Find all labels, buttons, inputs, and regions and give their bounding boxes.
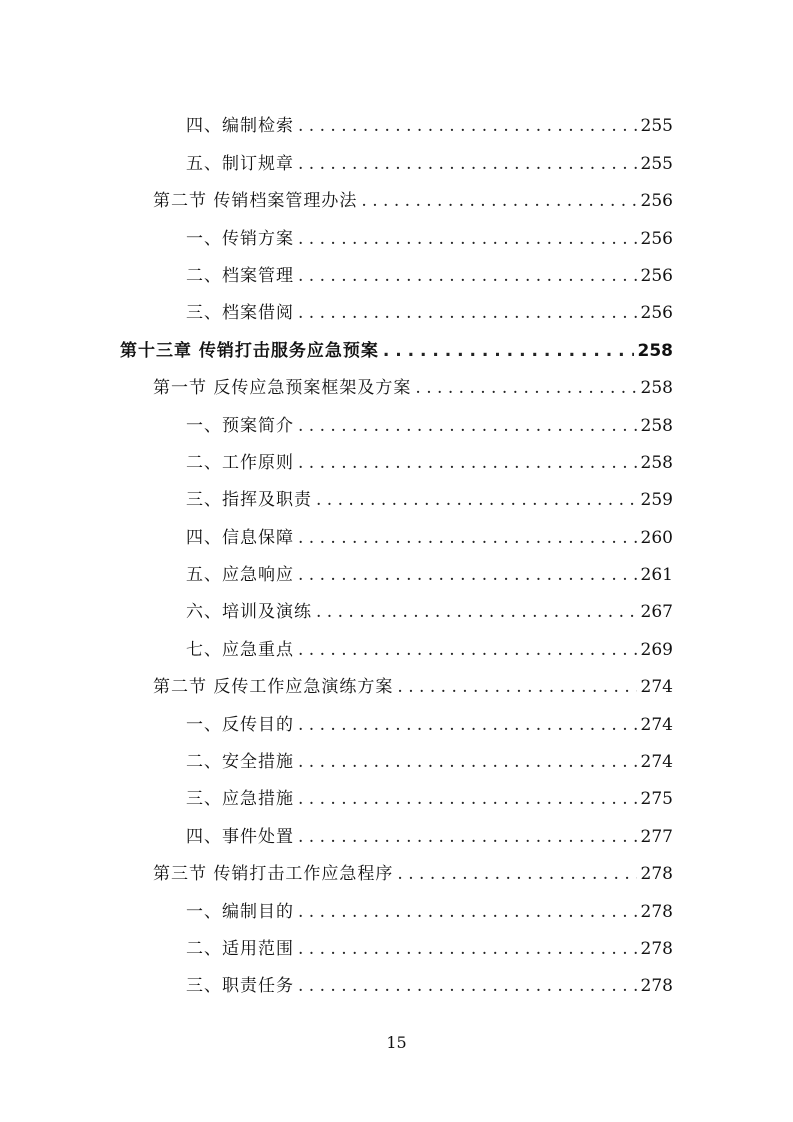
toc-entry-item[interactable] bbox=[120, 623, 673, 660]
toc-entry-title: 一、预案简介 bbox=[186, 415, 294, 436]
toc-leader-dots bbox=[294, 788, 637, 810]
toc-entry-page: 259 bbox=[640, 490, 673, 511]
toc-entry-item[interactable] bbox=[120, 549, 673, 586]
toc-entry-item[interactable] bbox=[120, 586, 673, 623]
toc-entry-page: 256 bbox=[640, 228, 673, 249]
toc-entry-page: 258 bbox=[640, 378, 673, 399]
toc-entry-item[interactable] bbox=[120, 923, 673, 960]
toc-leader-dots bbox=[312, 489, 637, 511]
toc-entry-title: 二、工作原则 bbox=[186, 452, 294, 473]
toc-leader-dots bbox=[294, 826, 637, 848]
toc-entry-page: 256 bbox=[640, 265, 673, 286]
toc-leader-dots bbox=[294, 564, 637, 586]
toc-entry-page: 274 bbox=[640, 752, 673, 773]
toc-entry-title: 四、信息保障 bbox=[186, 527, 294, 548]
toc-entry-item[interactable] bbox=[120, 736, 673, 773]
toc-entry-title: 七、应急重点 bbox=[186, 639, 294, 660]
toc-leader-dots bbox=[294, 938, 637, 960]
toc-leader-dots bbox=[294, 452, 637, 474]
toc-leader-dots bbox=[393, 676, 636, 698]
toc-entry-item[interactable] bbox=[120, 100, 673, 137]
toc-entry-page: 278 bbox=[640, 976, 673, 997]
toc-entry-title: 三、档案借阅 bbox=[186, 303, 294, 324]
toc-leader-dots bbox=[294, 527, 637, 549]
toc-entry-title: 五、制订规章 bbox=[186, 153, 294, 174]
toc-entry-title: 第二节 传销档案管理办法 bbox=[153, 191, 358, 212]
toc-entry-title: 三、指挥及职责 bbox=[186, 490, 312, 511]
toc-entry-page: 278 bbox=[640, 864, 673, 885]
toc-leader-dots bbox=[294, 228, 637, 250]
toc-entry-item[interactable] bbox=[120, 773, 673, 810]
toc-entry-title: 三、应急措施 bbox=[186, 789, 294, 810]
toc-leader-dots bbox=[294, 302, 637, 324]
toc-entry-title: 三、职责任务 bbox=[186, 976, 294, 997]
toc-entry-title: 第二节 反传工作应急演练方案 bbox=[153, 677, 394, 698]
toc-entry-item[interactable] bbox=[120, 437, 673, 474]
toc-entry-section[interactable] bbox=[120, 362, 673, 399]
toc-entry-page: 277 bbox=[640, 826, 673, 847]
toc-entry-title: 四、编制检索 bbox=[186, 116, 294, 137]
toc-entry-page: 255 bbox=[640, 153, 673, 174]
toc-leader-dots bbox=[357, 190, 636, 212]
toc-entry-item[interactable] bbox=[120, 885, 673, 922]
toc-leader-dots bbox=[312, 601, 637, 623]
toc-leader-dots bbox=[379, 340, 634, 362]
toc-entry-item[interactable] bbox=[120, 287, 673, 324]
toc-entry-section[interactable] bbox=[120, 848, 673, 885]
toc-entry-title: 六、培训及演练 bbox=[186, 602, 312, 623]
toc-entry-page: 278 bbox=[640, 901, 673, 922]
toc-leader-dots bbox=[294, 415, 637, 437]
toc-entry-title: 二、安全措施 bbox=[186, 752, 294, 773]
toc-leader-dots bbox=[294, 751, 637, 773]
toc-entry-title: 四、事件处置 bbox=[186, 826, 294, 847]
toc-entry-item[interactable] bbox=[120, 698, 673, 735]
toc-entry-item[interactable] bbox=[120, 960, 673, 997]
table-of-contents bbox=[120, 100, 673, 997]
toc-entry-page: 278 bbox=[640, 938, 673, 959]
toc-leader-dots bbox=[294, 975, 637, 997]
toc-entry-page: 258 bbox=[640, 452, 673, 473]
toc-entry-page: 256 bbox=[640, 303, 673, 324]
page-number: 15 bbox=[386, 1033, 407, 1052]
toc-entry-title: 第三节 传销打击工作应急程序 bbox=[153, 864, 394, 885]
toc-leader-dots bbox=[294, 714, 637, 736]
toc-entry-page: 261 bbox=[640, 565, 673, 586]
toc-entry-item[interactable] bbox=[120, 137, 673, 174]
toc-entry-page: 258 bbox=[640, 415, 673, 436]
toc-entry-section[interactable] bbox=[120, 661, 673, 698]
toc-entry-chapter[interactable] bbox=[120, 324, 673, 361]
toc-entry-item[interactable] bbox=[120, 474, 673, 511]
toc-entry-page: 267 bbox=[640, 602, 673, 623]
toc-entry-title: 一、反传目的 bbox=[186, 714, 294, 735]
toc-entry-item[interactable] bbox=[120, 399, 673, 436]
toc-entry-page: 274 bbox=[640, 677, 673, 698]
toc-entry-page: 256 bbox=[640, 191, 673, 212]
toc-entry-title: 一、编制目的 bbox=[186, 901, 294, 922]
toc-entry-item[interactable] bbox=[120, 810, 673, 847]
toc-entry-item[interactable] bbox=[120, 212, 673, 249]
toc-leader-dots bbox=[294, 639, 637, 661]
toc-entry-page: 260 bbox=[640, 527, 673, 548]
toc-entry-title: 一、传销方案 bbox=[186, 228, 294, 249]
toc-entry-title: 第十三章 传销打击服务应急预案 bbox=[120, 340, 379, 361]
toc-entry-page: 275 bbox=[640, 789, 673, 810]
toc-leader-dots bbox=[294, 115, 637, 137]
toc-entry-title: 五、应急响应 bbox=[186, 565, 294, 586]
toc-entry-item[interactable] bbox=[120, 511, 673, 548]
toc-leader-dots bbox=[393, 863, 636, 885]
toc-entry-page: 255 bbox=[640, 116, 673, 137]
toc-leader-dots bbox=[294, 265, 637, 287]
toc-entry-title: 第一节 反传应急预案框架及方案 bbox=[153, 378, 412, 399]
toc-leader-dots bbox=[294, 153, 637, 175]
toc-entry-title: 二、适用范围 bbox=[186, 938, 294, 959]
toc-entry-page: 269 bbox=[640, 639, 673, 660]
toc-entry-title: 二、档案管理 bbox=[186, 265, 294, 286]
toc-leader-dots bbox=[411, 377, 636, 399]
toc-leader-dots bbox=[294, 901, 637, 923]
toc-entry-item[interactable] bbox=[120, 250, 673, 287]
toc-entry-page: 274 bbox=[640, 714, 673, 735]
toc-entry-page: 258 bbox=[637, 340, 673, 361]
toc-entry-section[interactable] bbox=[120, 175, 673, 212]
